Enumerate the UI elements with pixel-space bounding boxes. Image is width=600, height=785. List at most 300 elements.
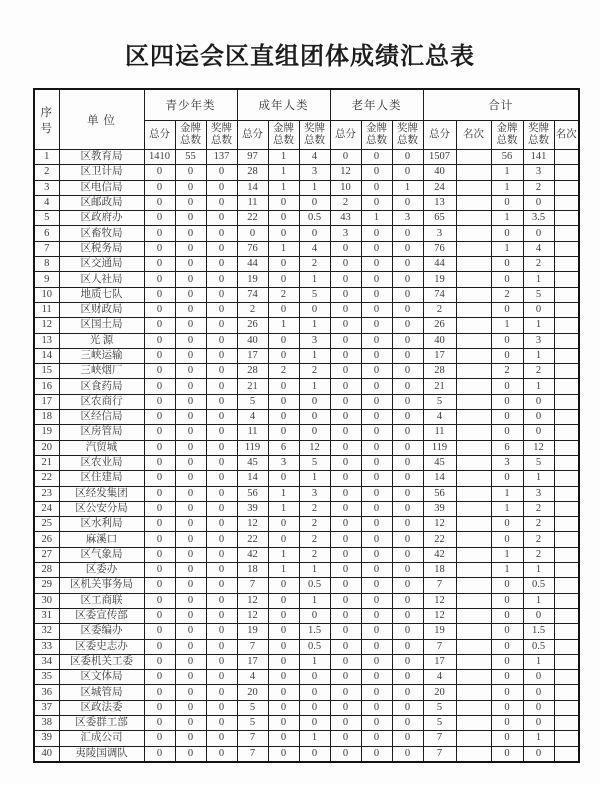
- youth-score-cell: 0: [144, 746, 175, 762]
- senior-medals-cell: 1: [392, 180, 423, 195]
- youth-gold-cell: 0: [175, 287, 206, 302]
- senior-gold-cell: 0: [361, 195, 392, 210]
- total-score-cell: 74: [423, 287, 456, 302]
- senior-medals-cell: 0: [392, 486, 423, 501]
- youth-medals-cell: 0: [206, 471, 237, 486]
- total-score-cell: 21: [423, 379, 456, 394]
- total-rank2-cell: [554, 639, 579, 654]
- adult-score-cell: 7: [237, 639, 268, 654]
- adult-score-cell: 7: [237, 731, 268, 746]
- senior-gold-cell: 0: [361, 272, 392, 287]
- total-rank-cell: [456, 394, 491, 409]
- total-score-cell: 4: [423, 670, 456, 685]
- youth-score-cell: 0: [144, 563, 175, 578]
- total-rank2-cell: [554, 364, 579, 379]
- youth-score-cell: 0: [144, 700, 175, 715]
- row-index: 6: [34, 226, 59, 241]
- senior-score-cell: 0: [330, 746, 361, 762]
- senior-medals-cell: 0: [392, 150, 423, 165]
- youth-gold-cell: 0: [175, 608, 206, 623]
- senior-gold-cell: 0: [361, 440, 392, 455]
- senior-gold-cell: 0: [361, 257, 392, 272]
- total-medals-cell: 3: [523, 165, 554, 180]
- senior-score-cell: 0: [330, 241, 361, 256]
- total-gold-cell: 0: [491, 517, 523, 532]
- senior-score-cell: 0: [330, 333, 361, 348]
- total-score-cell: 11: [423, 425, 456, 440]
- senior-medals-cell: 0: [392, 731, 423, 746]
- senior-medals-cell: 0: [392, 455, 423, 470]
- senior-medals-cell: 3: [392, 211, 423, 226]
- senior-medals-cell: 0: [392, 379, 423, 394]
- senior-gold-cell: 0: [361, 379, 392, 394]
- youth-medals-cell: 0: [206, 547, 237, 562]
- total-score-cell: 17: [423, 348, 456, 363]
- total-gold-cell: 0: [491, 394, 523, 409]
- adult-medals-cell: 1: [299, 180, 330, 195]
- senior-gold-cell: 0: [361, 501, 392, 516]
- youth-medals-cell: 0: [206, 394, 237, 409]
- youth-score-cell: 0: [144, 624, 175, 639]
- total-medals-cell: 2: [523, 532, 554, 547]
- senior-score-cell: 0: [330, 471, 361, 486]
- total-rank2-cell: [554, 715, 579, 730]
- adult-score-cell: 7: [237, 746, 268, 762]
- adult-gold-cell: 1: [268, 486, 299, 501]
- total-rank-cell: [456, 501, 491, 516]
- youth-gold-cell: 0: [175, 302, 206, 317]
- adult-medals-cell: 0: [299, 410, 330, 425]
- senior-score-cell: 43: [330, 211, 361, 226]
- total-rank-cell: [456, 563, 491, 578]
- senior-medals-cell: 0: [392, 241, 423, 256]
- total-score-cell: 24: [423, 180, 456, 195]
- senior-medals-cell: 0: [392, 425, 423, 440]
- total-score-cell: 1507: [423, 150, 456, 165]
- senior-score-cell: 0: [330, 318, 361, 333]
- senior-gold-cell: 0: [361, 654, 392, 669]
- adult-medals-cell: 1: [299, 593, 330, 608]
- sub-header-senior-score: 总分: [330, 121, 361, 150]
- total-gold-cell: 0: [491, 379, 523, 394]
- adult-gold-cell: 0: [268, 211, 299, 226]
- total-medals-cell: 1: [523, 348, 554, 363]
- senior-score-cell: 0: [330, 624, 361, 639]
- youth-gold-cell: 0: [175, 547, 206, 562]
- senior-score-cell: 0: [330, 715, 361, 730]
- adult-gold-cell: 6: [268, 440, 299, 455]
- total-gold-cell: 0: [491, 532, 523, 547]
- total-rank2-cell: [554, 501, 579, 516]
- adult-gold-cell: 0: [268, 639, 299, 654]
- adult-score-cell: 4: [237, 670, 268, 685]
- total-rank2-cell: [554, 517, 579, 532]
- adult-gold-cell: 0: [268, 348, 299, 363]
- senior-gold-cell: 0: [361, 578, 392, 593]
- adult-medals-cell: 2: [299, 501, 330, 516]
- adult-gold-cell: 0: [268, 670, 299, 685]
- senior-medals-cell: 0: [392, 639, 423, 654]
- youth-score-cell: 0: [144, 455, 175, 470]
- total-medals-cell: 0: [523, 608, 554, 623]
- table-row: [34, 425, 579, 440]
- total-rank-cell: [456, 302, 491, 317]
- table-row: [34, 165, 579, 180]
- youth-gold-cell: 0: [175, 654, 206, 669]
- youth-medals-cell: 0: [206, 302, 237, 317]
- senior-medals-cell: 0: [392, 517, 423, 532]
- youth-gold-cell: 0: [175, 700, 206, 715]
- total-medals-cell: 0: [523, 302, 554, 317]
- table-row: [34, 746, 579, 762]
- table-row: [34, 440, 579, 455]
- total-rank-cell: [456, 455, 491, 470]
- adult-score-cell: 12: [237, 593, 268, 608]
- youth-medals-cell: 0: [206, 379, 237, 394]
- adult-score-cell: 28: [237, 364, 268, 379]
- sub-header-total-score: 总分: [423, 121, 456, 150]
- table-row: [34, 517, 579, 532]
- total-medals-cell: 12: [523, 440, 554, 455]
- adult-score-cell: 5: [237, 394, 268, 409]
- youth-medals-cell: 0: [206, 226, 237, 241]
- senior-score-cell: 0: [330, 563, 361, 578]
- youth-score-cell: 0: [144, 593, 175, 608]
- senior-gold-cell: 0: [361, 715, 392, 730]
- youth-medals-cell: 0: [206, 532, 237, 547]
- adult-medals-cell: 3: [299, 486, 330, 501]
- adult-gold-cell: 0: [268, 715, 299, 730]
- total-rank-cell: [456, 180, 491, 195]
- adult-score-cell: 17: [237, 348, 268, 363]
- total-medals-cell: 0.5: [523, 639, 554, 654]
- youth-gold-cell: 0: [175, 425, 206, 440]
- unit-name: 区交通局: [59, 257, 144, 272]
- adult-medals-cell: 1: [299, 379, 330, 394]
- total-rank-cell: [456, 517, 491, 532]
- adult-medals-cell: 1: [299, 731, 330, 746]
- adult-score-cell: 0: [237, 226, 268, 241]
- senior-gold-cell: 0: [361, 685, 392, 700]
- unit-name: 区人社局: [59, 272, 144, 287]
- adult-score-cell: 97: [237, 150, 268, 165]
- adult-score-cell: 40: [237, 333, 268, 348]
- row-index: 30: [34, 593, 59, 608]
- unit-name: 区机关事务局: [59, 578, 144, 593]
- table-row: [34, 501, 579, 516]
- table-row: [34, 150, 579, 165]
- total-medals-cell: 0: [523, 746, 554, 762]
- adult-medals-cell: 2: [299, 547, 330, 562]
- senior-gold-cell: 0: [361, 150, 392, 165]
- total-gold-cell: 3: [491, 455, 523, 470]
- total-rank-cell: [456, 410, 491, 425]
- youth-score-cell: 0: [144, 486, 175, 501]
- adult-medals-cell: 1: [299, 348, 330, 363]
- total-rank-cell: [456, 287, 491, 302]
- adult-score-cell: 22: [237, 211, 268, 226]
- adult-gold-cell: 2: [268, 364, 299, 379]
- total-score-cell: 5: [423, 715, 456, 730]
- total-gold-cell: 56: [491, 150, 523, 165]
- senior-score-cell: 0: [330, 348, 361, 363]
- table-row: [34, 593, 579, 608]
- total-medals-cell: 2: [523, 501, 554, 516]
- row-index: 2: [34, 165, 59, 180]
- youth-gold-cell: 0: [175, 379, 206, 394]
- total-rank2-cell: [554, 455, 579, 470]
- total-medals-cell: 0: [523, 425, 554, 440]
- row-index: 20: [34, 440, 59, 455]
- adult-medals-cell: 0: [299, 195, 330, 210]
- unit-name: 麻溪口: [59, 532, 144, 547]
- total-rank2-cell: [554, 394, 579, 409]
- total-score-cell: 119: [423, 440, 456, 455]
- adult-gold-cell: 0: [268, 410, 299, 425]
- youth-medals-cell: 0: [206, 287, 237, 302]
- total-score-cell: 56: [423, 486, 456, 501]
- youth-gold-cell: 0: [175, 195, 206, 210]
- adult-medals-cell: 5: [299, 287, 330, 302]
- adult-gold-cell: 1: [268, 547, 299, 562]
- adult-score-cell: 28: [237, 165, 268, 180]
- senior-score-cell: 0: [330, 731, 361, 746]
- senior-medals-cell: 0: [392, 257, 423, 272]
- senior-score-cell: 0: [330, 272, 361, 287]
- table-row: [34, 211, 579, 226]
- table-row: [34, 700, 579, 715]
- unit-name: 区委史志办: [59, 639, 144, 654]
- adult-gold-cell: 0: [268, 593, 299, 608]
- senior-medals-cell: 0: [392, 685, 423, 700]
- table-row: [34, 547, 579, 562]
- youth-gold-cell: 0: [175, 165, 206, 180]
- total-gold-cell: 0: [491, 608, 523, 623]
- adult-medals-cell: 0: [299, 302, 330, 317]
- total-score-cell: 3: [423, 226, 456, 241]
- youth-medals-cell: 0: [206, 272, 237, 287]
- youth-gold-cell: 55: [175, 150, 206, 165]
- total-medals-cell: 141: [523, 150, 554, 165]
- senior-score-cell: 0: [330, 608, 361, 623]
- total-medals-cell: 3: [523, 486, 554, 501]
- sub-header-senior-gold: 金牌总数: [361, 121, 392, 150]
- adult-score-cell: 7: [237, 578, 268, 593]
- total-medals-cell: 2: [523, 364, 554, 379]
- adult-score-cell: 12: [237, 608, 268, 623]
- total-medals-cell: 0: [523, 685, 554, 700]
- adult-gold-cell: 1: [268, 501, 299, 516]
- youth-gold-cell: 0: [175, 715, 206, 730]
- adult-score-cell: 44: [237, 257, 268, 272]
- adult-score-cell: 4: [237, 410, 268, 425]
- youth-score-cell: 0: [144, 517, 175, 532]
- adult-gold-cell: 0: [268, 578, 299, 593]
- total-medals-cell: 1: [523, 272, 554, 287]
- senior-score-cell: 0: [330, 257, 361, 272]
- total-medals-cell: 5: [523, 455, 554, 470]
- total-rank2-cell: [554, 287, 579, 302]
- youth-medals-cell: 0: [206, 731, 237, 746]
- total-score-cell: 7: [423, 731, 456, 746]
- adult-score-cell: 119: [237, 440, 268, 455]
- adult-gold-cell: 0: [268, 532, 299, 547]
- youth-score-cell: 0: [144, 195, 175, 210]
- table-header: [34, 89, 579, 150]
- senior-gold-cell: 0: [361, 394, 392, 409]
- total-rank2-cell: [554, 624, 579, 639]
- youth-gold-cell: 0: [175, 471, 206, 486]
- total-rank2-cell: [554, 563, 579, 578]
- youth-gold-cell: 0: [175, 455, 206, 470]
- total-rank-cell: [456, 440, 491, 455]
- youth-medals-cell: 0: [206, 715, 237, 730]
- adult-medals-cell: 12: [299, 440, 330, 455]
- table-row: [34, 287, 579, 302]
- total-rank-cell: [456, 547, 491, 562]
- table-row: [34, 624, 579, 639]
- youth-gold-cell: 0: [175, 318, 206, 333]
- senior-medals-cell: 0: [392, 547, 423, 562]
- adult-medals-cell: 1: [299, 654, 330, 669]
- row-index: 21: [34, 455, 59, 470]
- senior-gold-cell: 0: [361, 425, 392, 440]
- table-body: [34, 150, 579, 762]
- youth-gold-cell: 0: [175, 394, 206, 409]
- senior-medals-cell: 0: [392, 226, 423, 241]
- adult-medals-cell: 0: [299, 746, 330, 762]
- senior-medals-cell: 0: [392, 654, 423, 669]
- adult-medals-cell: 1: [299, 563, 330, 578]
- table-row: [34, 578, 579, 593]
- unit-name: 三峡烟厂: [59, 364, 144, 379]
- youth-score-cell: 0: [144, 440, 175, 455]
- unit-name: 区卫计局: [59, 165, 144, 180]
- youth-medals-cell: 0: [206, 455, 237, 470]
- senior-gold-cell: 0: [361, 746, 392, 762]
- senior-gold-cell: 0: [361, 547, 392, 562]
- total-rank2-cell: [554, 593, 579, 608]
- sub-header-adult-score: 总分: [237, 121, 268, 150]
- unit-name: 区经发集团: [59, 486, 144, 501]
- total-score-cell: 7: [423, 746, 456, 762]
- total-medals-cell: 1.5: [523, 624, 554, 639]
- youth-gold-cell: 0: [175, 746, 206, 762]
- total-rank-cell: [456, 379, 491, 394]
- senior-gold-cell: 0: [361, 318, 392, 333]
- senior-score-cell: 0: [330, 670, 361, 685]
- total-medals-cell: 2: [523, 257, 554, 272]
- total-rank-cell: [456, 608, 491, 623]
- unit-name: 区委机关工委: [59, 654, 144, 669]
- youth-gold-cell: 0: [175, 685, 206, 700]
- unit-name: 光 源: [59, 333, 144, 348]
- senior-medals-cell: 0: [392, 394, 423, 409]
- total-score-cell: 2: [423, 302, 456, 317]
- total-rank2-cell: [554, 272, 579, 287]
- adult-score-cell: 21: [237, 379, 268, 394]
- youth-score-cell: 0: [144, 471, 175, 486]
- total-rank2-cell: [554, 685, 579, 700]
- total-rank2-cell: [554, 257, 579, 272]
- senior-gold-cell: 0: [361, 348, 392, 363]
- total-gold-cell: 0: [491, 715, 523, 730]
- senior-score-cell: 0: [330, 455, 361, 470]
- youth-score-cell: 0: [144, 425, 175, 440]
- sub-header-youth-gold: 金牌总数: [175, 121, 206, 150]
- total-rank2-cell: [554, 486, 579, 501]
- unit-name: 区税务局: [59, 241, 144, 256]
- total-gold-cell: 2: [491, 287, 523, 302]
- adult-medals-cell: 0: [299, 715, 330, 730]
- total-gold-cell: 1: [491, 241, 523, 256]
- youth-score-cell: 0: [144, 241, 175, 256]
- row-index: 28: [34, 563, 59, 578]
- senior-score-cell: 0: [330, 150, 361, 165]
- youth-gold-cell: 0: [175, 241, 206, 256]
- total-medals-cell: 0: [523, 670, 554, 685]
- youth-score-cell: 0: [144, 211, 175, 226]
- youth-score-cell: 0: [144, 379, 175, 394]
- results-table: [33, 88, 580, 763]
- total-rank2-cell: [554, 654, 579, 669]
- total-rank2-cell: [554, 731, 579, 746]
- senior-medals-cell: 0: [392, 746, 423, 762]
- sub-header-youth-score: 总分: [144, 121, 175, 150]
- table-row: [34, 364, 579, 379]
- adult-medals-cell: 4: [299, 150, 330, 165]
- row-index: 11: [34, 302, 59, 317]
- unit-name: 区食药局: [59, 379, 144, 394]
- senior-gold-cell: 0: [361, 226, 392, 241]
- total-rank-cell: [456, 731, 491, 746]
- table-row: [34, 455, 579, 470]
- adult-medals-cell: 5: [299, 455, 330, 470]
- senior-gold-cell: 0: [361, 180, 392, 195]
- youth-gold-cell: 0: [175, 257, 206, 272]
- adult-gold-cell: 0: [268, 272, 299, 287]
- youth-medals-cell: 0: [206, 624, 237, 639]
- adult-gold-cell: 0: [268, 608, 299, 623]
- total-gold-cell: 1: [491, 318, 523, 333]
- senior-medals-cell: 0: [392, 348, 423, 363]
- adult-gold-cell: 0: [268, 394, 299, 409]
- youth-score-cell: 0: [144, 654, 175, 669]
- total-medals-cell: 1: [523, 471, 554, 486]
- sub-header-total-rank1: 名次: [456, 121, 491, 150]
- total-score-cell: 19: [423, 272, 456, 287]
- senior-gold-cell: 0: [361, 287, 392, 302]
- adult-gold-cell: 0: [268, 700, 299, 715]
- adult-score-cell: 14: [237, 180, 268, 195]
- total-score-cell: 45: [423, 455, 456, 470]
- total-score-cell: 40: [423, 165, 456, 180]
- senior-score-cell: 0: [330, 501, 361, 516]
- youth-score-cell: 0: [144, 318, 175, 333]
- table-row: [34, 333, 579, 348]
- youth-medals-cell: 0: [206, 348, 237, 363]
- total-rank-cell: [456, 348, 491, 363]
- senior-medals-cell: 0: [392, 165, 423, 180]
- total-gold-cell: 0: [491, 700, 523, 715]
- senior-score-cell: 0: [330, 700, 361, 715]
- adult-score-cell: 5: [237, 700, 268, 715]
- adult-score-cell: 5: [237, 715, 268, 730]
- adult-score-cell: 2: [237, 302, 268, 317]
- adult-score-cell: 19: [237, 272, 268, 287]
- adult-score-cell: 20: [237, 685, 268, 700]
- youth-gold-cell: 0: [175, 348, 206, 363]
